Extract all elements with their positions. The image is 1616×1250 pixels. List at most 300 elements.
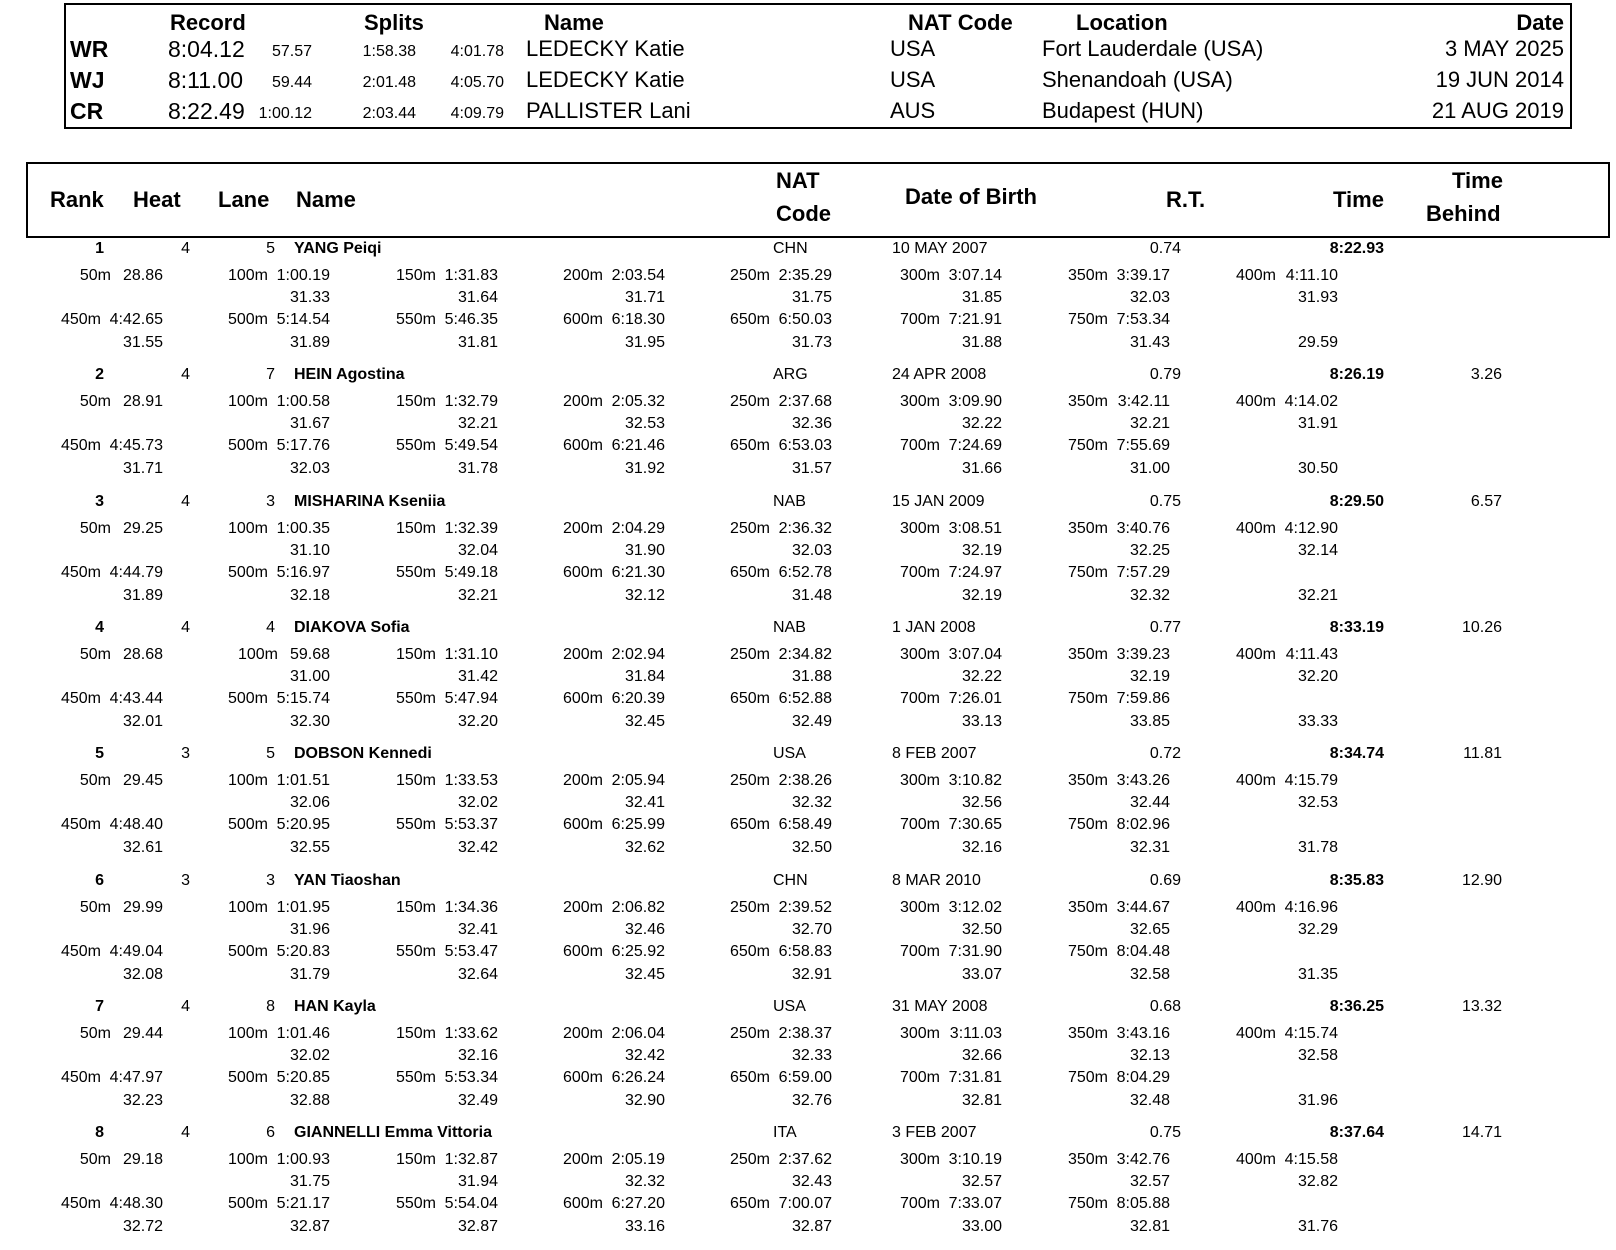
- split-cumulative-time: 3:43.26: [1116, 772, 1170, 790]
- split-lap-time: 33.16: [624, 1218, 665, 1236]
- split-line: [0, 966, 1616, 989]
- split-cumulative-time: 6:25.99: [611, 816, 665, 834]
- split-lap-time: 32.61: [122, 839, 163, 857]
- split-lap-time: 31.67: [289, 415, 330, 433]
- athlete-dob: 8 MAR 2010: [892, 871, 981, 889]
- split-lap-time: 32.57: [961, 1173, 1002, 1191]
- split-cumulative-time: 7:59.86: [1116, 689, 1170, 707]
- split-cumulative-time: 2:06.82: [611, 898, 665, 916]
- athlete-reaction-time: 0.75: [1149, 1124, 1181, 1142]
- split-cumulative-time: 5:21.17: [276, 1195, 330, 1213]
- split-distance: 200m: [562, 267, 603, 284]
- athlete-dob: 8 FEB 2007: [892, 745, 977, 763]
- split-distance: 150m: [395, 645, 436, 663]
- split-cumulative-time: 2:05.32: [611, 393, 665, 411]
- split-line: [0, 334, 1616, 357]
- split-lap-time: 32.56: [961, 794, 1002, 812]
- header-rank: Rank: [50, 187, 104, 212]
- split-distance: 100m: [227, 1151, 268, 1169]
- header-time: Time: [1333, 187, 1384, 212]
- split-cumulative-time: 7:57.29: [1116, 563, 1170, 581]
- split-lap-time: 31.10: [289, 541, 330, 559]
- split-lap-time: 30.50: [1297, 460, 1338, 478]
- split-distance: 300m: [899, 645, 940, 663]
- split-cumulative-time: 1:33.53: [444, 772, 498, 790]
- split-cumulative-time: 6:27.20: [611, 1195, 665, 1213]
- split-distance: 400m: [1235, 393, 1276, 411]
- split-distance: 650m: [729, 1068, 770, 1086]
- split-cumulative-time: 2:04.29: [611, 519, 665, 537]
- split-lap-time: 32.90: [624, 1091, 665, 1109]
- split-distance: 700m: [899, 563, 940, 581]
- split-line: [0, 1173, 1616, 1196]
- athlete-reaction-time: 0.77: [1149, 618, 1181, 636]
- split-lap-time: 32.18: [289, 586, 330, 604]
- athlete-rank: 2: [95, 366, 104, 384]
- athlete-main-row: [0, 1124, 1616, 1147]
- athlete-time-behind: 11.81: [1463, 745, 1502, 763]
- athlete-name: GIANNELLI Emma Vittoria: [294, 1124, 492, 1142]
- split-lap-time: 32.25: [1129, 541, 1170, 559]
- split-cumulative-time: 5:53.37: [444, 816, 498, 834]
- split-cumulative-time: 5:17.76: [276, 437, 330, 455]
- split-cumulative-time: 3:42.11: [1117, 393, 1170, 411]
- header-nat-2: Code: [776, 201, 831, 226]
- header-heat: Heat: [133, 187, 181, 212]
- split-lap-time: 33.13: [961, 712, 1002, 730]
- split-cumulative-time: 29.99: [122, 898, 163, 916]
- split-distance: 700m: [899, 816, 940, 834]
- record-split-400: 2:01.48: [362, 74, 416, 91]
- athlete-lane: 5: [266, 240, 275, 257]
- athlete-main-row: [0, 619, 1616, 642]
- split-lap-time: 32.22: [961, 415, 1002, 433]
- split-lap-time: 32.29: [1297, 920, 1338, 938]
- split-distance: 450m: [60, 437, 101, 455]
- athlete-main-row: [0, 240, 1616, 263]
- split-cumulative-time: 4:49.04: [109, 942, 163, 960]
- split-cumulative-time: 8:04.48: [1116, 942, 1170, 960]
- split-lap-time: 32.58: [1297, 1046, 1338, 1064]
- split-line: [0, 437, 1616, 460]
- split-lap-time: 31.88: [791, 667, 832, 685]
- split-line: [0, 1025, 1616, 1048]
- split-line: [0, 794, 1616, 817]
- split-lap-time: 32.21: [1297, 586, 1338, 604]
- athlete-reaction-time: 0.68: [1149, 997, 1181, 1015]
- split-lap-time: 32.88: [289, 1091, 330, 1109]
- split-distance: 600m: [562, 1195, 603, 1213]
- split-lap-time: 32.19: [961, 541, 1002, 559]
- athlete-name: MISHARINA Kseniia: [294, 492, 446, 510]
- split-distance: 450m: [60, 311, 101, 328]
- split-distance: 300m: [899, 393, 940, 411]
- split-lap-time: 32.19: [961, 586, 1002, 604]
- split-cumulative-time: 6:18.30: [611, 311, 665, 328]
- split-lap-time: 31.96: [289, 920, 330, 938]
- record-nat: USA: [890, 36, 936, 61]
- split-cumulative-time: 1:00.58: [276, 393, 330, 411]
- split-distance: 50m: [79, 772, 111, 790]
- athlete-rank: 3: [95, 492, 104, 510]
- split-lap-time: 32.81: [1129, 1218, 1170, 1236]
- split-cumulative-time: 6:52.78: [778, 563, 832, 581]
- split-distance: 700m: [899, 437, 940, 455]
- split-lap-time: 32.32: [624, 1173, 665, 1191]
- split-distance: 150m: [395, 267, 436, 284]
- split-cumulative-time: 4:14.02: [1284, 393, 1338, 411]
- split-cumulative-time: 3:40.76: [1116, 519, 1170, 537]
- athlete-time: 8:26.19: [1329, 366, 1384, 384]
- split-distance: 350m: [1067, 1024, 1108, 1042]
- split-lap-time: 31.95: [624, 334, 665, 351]
- athlete-result: [0, 745, 1616, 871]
- split-distance: 200m: [562, 393, 603, 411]
- split-cumulative-time: 1:00.93: [276, 1151, 330, 1169]
- split-distance: 100m: [227, 393, 268, 411]
- athlete-time: 8:37.64: [1329, 1124, 1384, 1142]
- split-cumulative-time: 4:45.73: [109, 437, 163, 455]
- split-cumulative-time: 4:48.40: [109, 816, 163, 834]
- split-cumulative-time: 2:03.54: [611, 267, 665, 284]
- split-lap-time: 32.66: [961, 1046, 1002, 1064]
- athlete-dob: 15 JAN 2009: [892, 492, 985, 510]
- split-lap-time: 31.42: [457, 667, 498, 685]
- split-lap-time: 31.35: [1297, 965, 1338, 983]
- split-distance: 750m: [1067, 816, 1108, 834]
- split-cumulative-time: 7:33.07: [948, 1195, 1002, 1213]
- split-lap-time: 32.33: [791, 1046, 832, 1064]
- split-distance: 750m: [1067, 1068, 1108, 1086]
- split-cumulative-time: 5:16.97: [276, 563, 330, 581]
- split-line: [0, 1218, 1616, 1241]
- split-lap-time: 32.21: [457, 586, 498, 604]
- split-line: [0, 267, 1616, 290]
- split-cumulative-time: 3:12.02: [948, 898, 1002, 916]
- split-lap-time: 31.48: [791, 586, 832, 604]
- split-line: [0, 646, 1616, 669]
- records-header-name: Name: [544, 10, 604, 35]
- split-lap-time: 33.33: [1297, 712, 1338, 730]
- split-distance: 250m: [729, 519, 770, 537]
- split-distance: 200m: [562, 898, 603, 916]
- split-line: [0, 1047, 1616, 1070]
- record-split-200: 59.44: [271, 74, 312, 91]
- split-line: [0, 772, 1616, 795]
- split-lap-time: 31.89: [122, 586, 163, 604]
- split-cumulative-time: 6:50.03: [778, 311, 832, 328]
- athlete-time: 8:36.25: [1329, 997, 1384, 1015]
- athlete-nat: ARG: [773, 366, 808, 384]
- split-distance: 650m: [729, 563, 770, 581]
- split-cumulative-time: 8:05.88: [1116, 1195, 1170, 1213]
- split-lap-time: 32.36: [791, 415, 832, 433]
- split-distance: 100m: [227, 267, 268, 284]
- split-lap-time: 32.30: [289, 712, 330, 730]
- split-line: [0, 690, 1616, 713]
- split-cumulative-time: 4:47.97: [109, 1068, 163, 1086]
- split-lap-time: 31.43: [1129, 334, 1170, 351]
- split-cumulative-time: 4:11.43: [1285, 645, 1338, 663]
- records-header-nat: NAT Code: [908, 10, 1013, 35]
- record-time: 8:04.12: [168, 36, 245, 62]
- split-distance: 350m: [1067, 519, 1108, 537]
- split-distance: 700m: [899, 1195, 940, 1213]
- athlete-result: [0, 240, 1616, 366]
- split-cumulative-time: 7:21.91: [948, 311, 1002, 328]
- record-split-200: 57.57: [271, 43, 312, 60]
- split-distance: 250m: [729, 1024, 770, 1042]
- split-lap-time: 31.78: [1297, 839, 1338, 857]
- split-cumulative-time: 6:21.46: [611, 437, 665, 455]
- split-lap-time: 31.57: [791, 460, 832, 478]
- split-distance: 550m: [395, 689, 436, 707]
- split-line: [0, 668, 1616, 691]
- split-cumulative-time: 7:30.65: [948, 816, 1002, 834]
- split-line: [0, 1151, 1616, 1174]
- split-cumulative-time: 3:10.82: [948, 772, 1002, 790]
- split-cumulative-time: 5:49.18: [444, 563, 498, 581]
- split-cumulative-time: 7:53.34: [1116, 311, 1170, 328]
- split-cumulative-time: 6:21.30: [611, 563, 665, 581]
- split-distance: 450m: [60, 1195, 101, 1213]
- athlete-heat: 4: [181, 492, 190, 510]
- split-cumulative-time: 4:15.58: [1284, 1151, 1338, 1169]
- split-cumulative-time: 1:34.36: [444, 898, 498, 916]
- split-lap-time: 31.84: [624, 667, 665, 685]
- split-distance: 350m: [1067, 1151, 1108, 1169]
- split-lap-time: 32.45: [624, 712, 665, 730]
- split-lap-time: 32.53: [624, 415, 665, 433]
- split-lap-time: 32.57: [1129, 1173, 1170, 1191]
- split-lap-time: 31.00: [289, 667, 330, 685]
- record-date: 19 JUN 2014: [1435, 67, 1564, 92]
- split-cumulative-time: 1:33.62: [444, 1024, 498, 1042]
- record-code: CR: [70, 98, 104, 124]
- split-cumulative-time: 6:53.03: [778, 437, 832, 455]
- split-cumulative-time: 7:24.97: [948, 563, 1002, 581]
- split-distance: 650m: [729, 1195, 770, 1213]
- split-distance: 400m: [1235, 1024, 1276, 1042]
- split-cumulative-time: 1:31.10: [444, 645, 498, 663]
- athlete-name: DIAKOVA Sofia: [294, 618, 410, 636]
- split-cumulative-time: 2:37.62: [778, 1151, 832, 1169]
- records-header-record: Record: [170, 10, 246, 35]
- split-distance: 50m: [79, 267, 111, 284]
- split-distance: 100m: [227, 898, 268, 916]
- split-lap-time: 31.33: [289, 289, 330, 306]
- athlete-nat: USA: [773, 745, 806, 763]
- split-lap-time: 32.21: [1129, 415, 1170, 433]
- split-distance: 400m: [1235, 772, 1276, 790]
- split-distance: 100m: [227, 519, 268, 537]
- athlete-dob: 24 APR 2008: [892, 366, 987, 384]
- record-code: WJ: [70, 67, 105, 93]
- split-cumulative-time: 29.44: [122, 1024, 163, 1042]
- athlete-lane: 8: [266, 997, 275, 1015]
- split-distance: 450m: [60, 1068, 101, 1086]
- athlete-main-row: [0, 745, 1616, 768]
- athlete-dob: 3 FEB 2007: [892, 1124, 977, 1142]
- split-lap-time: 32.45: [624, 965, 665, 983]
- split-distance: 750m: [1067, 311, 1108, 328]
- split-distance: 200m: [562, 1151, 603, 1169]
- records-header-location: Location: [1076, 10, 1168, 35]
- split-line: [0, 899, 1616, 922]
- split-cumulative-time: 3:43.16: [1116, 1024, 1170, 1042]
- record-location: Fort Lauderdale (USA): [1042, 36, 1264, 61]
- split-lap-time: 31.75: [791, 289, 832, 306]
- split-distance: 500m: [227, 1195, 268, 1213]
- split-cumulative-time: 3:09.90: [948, 393, 1002, 411]
- header-time-behind-1: Time: [1452, 168, 1503, 193]
- split-lap-time: 33.85: [1129, 712, 1170, 730]
- record-split-400: 1:58.38: [362, 43, 416, 60]
- split-distance: 600m: [562, 437, 603, 455]
- athlete-lane: 3: [266, 871, 275, 889]
- split-distance: 500m: [227, 816, 268, 834]
- split-distance: 100m: [237, 645, 278, 663]
- split-cumulative-time: 28.86: [122, 267, 163, 284]
- split-lap-time: 32.02: [457, 794, 498, 812]
- split-distance: 500m: [227, 563, 268, 581]
- split-cumulative-time: 5:49.54: [444, 437, 498, 455]
- split-cumulative-time: 5:20.85: [276, 1068, 330, 1086]
- split-distance: 650m: [729, 942, 770, 960]
- split-line: [0, 415, 1616, 438]
- split-lap-time: 32.41: [624, 794, 665, 812]
- split-distance: 200m: [562, 645, 603, 663]
- athlete-main-row: [0, 998, 1616, 1021]
- split-lap-time: 32.43: [791, 1173, 832, 1191]
- athlete-lane: 7: [266, 366, 275, 384]
- split-distance: 50m: [79, 1024, 111, 1042]
- records-header-splits: Splits: [364, 10, 424, 35]
- split-cumulative-time: 6:25.92: [611, 942, 665, 960]
- split-cumulative-time: 6:58.83: [778, 942, 832, 960]
- split-distance: 50m: [79, 898, 111, 916]
- split-cumulative-time: 5:15.74: [276, 689, 330, 707]
- split-lap-time: 32.87: [289, 1218, 330, 1236]
- split-distance: 150m: [395, 1151, 436, 1169]
- split-cumulative-time: 3:10.19: [948, 1151, 1002, 1169]
- split-cumulative-time: 7:24.69: [948, 437, 1002, 455]
- athlete-dob: 31 MAY 2008: [892, 997, 988, 1015]
- split-distance: 100m: [227, 1024, 268, 1042]
- athlete-time-behind: 6.57: [1470, 492, 1502, 510]
- athlete-rank: 6: [95, 871, 104, 889]
- split-lap-time: 32.12: [624, 586, 665, 604]
- split-distance: 650m: [729, 311, 770, 328]
- athlete-time: 8:33.19: [1329, 618, 1384, 636]
- split-distance: 350m: [1067, 393, 1108, 411]
- split-cumulative-time: 29.18: [122, 1151, 163, 1169]
- athlete-dob: 1 JAN 2008: [892, 618, 976, 636]
- split-cumulative-time: 1:01.95: [276, 898, 330, 916]
- split-cumulative-time: 4:42.65: [109, 311, 163, 328]
- split-lap-time: 32.87: [791, 1218, 832, 1236]
- split-distance: 600m: [562, 563, 603, 581]
- split-cumulative-time: 5:53.34: [444, 1068, 498, 1086]
- split-lap-time: 32.46: [624, 920, 665, 938]
- split-lap-time: 32.50: [791, 839, 832, 857]
- split-lap-time: 32.41: [457, 920, 498, 938]
- split-lap-time: 31.89: [289, 334, 330, 351]
- split-distance: 300m: [899, 1024, 940, 1042]
- split-cumulative-time: 4:44.79: [109, 563, 163, 581]
- split-cumulative-time: 2:35.29: [778, 267, 832, 284]
- split-lap-time: 32.42: [624, 1046, 665, 1064]
- split-cumulative-time: 3:44.67: [1116, 898, 1170, 916]
- split-line: [0, 311, 1616, 334]
- split-cumulative-time: 3:42.76: [1116, 1151, 1170, 1169]
- split-distance: 550m: [395, 437, 436, 455]
- split-cumulative-time: 4:15.74: [1284, 1024, 1338, 1042]
- split-cumulative-time: 5:46.35: [444, 311, 498, 328]
- athlete-heat: 4: [181, 618, 190, 636]
- split-cumulative-time: 28.91: [122, 393, 163, 411]
- split-distance: 300m: [899, 772, 940, 790]
- athlete-reaction-time: 0.75: [1149, 492, 1181, 510]
- split-cumulative-time: 4:11.10: [1285, 267, 1338, 284]
- split-distance: 500m: [227, 437, 268, 455]
- split-line: [0, 393, 1616, 416]
- athlete-heat: 4: [181, 997, 190, 1015]
- split-cumulative-time: 7:55.69: [1116, 437, 1170, 455]
- split-cumulative-time: 28.68: [122, 645, 163, 663]
- split-distance: 150m: [395, 393, 436, 411]
- split-lap-time: 32.02: [289, 1046, 330, 1064]
- athlete-reaction-time: 0.74: [1149, 240, 1181, 257]
- athlete-name: YAN Tiaoshan: [294, 871, 401, 889]
- split-distance: 200m: [562, 772, 603, 790]
- split-cumulative-time: 1:32.39: [444, 519, 498, 537]
- split-lap-time: 32.87: [457, 1218, 498, 1236]
- athlete-result: [0, 998, 1616, 1124]
- split-cumulative-time: 2:38.26: [778, 772, 832, 790]
- split-distance: 250m: [729, 772, 770, 790]
- split-cumulative-time: 2:06.04: [611, 1024, 665, 1042]
- split-lap-time: 32.31: [1129, 839, 1170, 857]
- split-cumulative-time: 1:01.51: [276, 772, 330, 790]
- split-lap-time: 32.49: [791, 712, 832, 730]
- athlete-result: [0, 1124, 1616, 1250]
- athlete-name: YANG Peiqi: [294, 240, 382, 257]
- athlete-time-behind: 12.90: [1461, 871, 1502, 889]
- split-distance: 300m: [899, 898, 940, 916]
- split-distance: 250m: [729, 645, 770, 663]
- split-lap-time: 31.64: [457, 289, 498, 306]
- athlete-heat: 4: [181, 240, 190, 257]
- split-cumulative-time: 8:02.96: [1116, 816, 1170, 834]
- split-distance: 350m: [1067, 898, 1108, 916]
- record-name: LEDECKY Katie: [526, 67, 685, 92]
- record-time: 8:11.00: [168, 67, 244, 93]
- split-distance: 550m: [395, 1068, 436, 1086]
- split-distance: 650m: [729, 437, 770, 455]
- split-distance: 300m: [899, 519, 940, 537]
- split-lap-time: 32.32: [791, 794, 832, 812]
- split-distance: 700m: [899, 311, 940, 328]
- split-distance: 350m: [1067, 645, 1108, 663]
- split-cumulative-time: 1:31.83: [444, 267, 498, 284]
- split-distance: 400m: [1235, 519, 1276, 537]
- split-distance: 750m: [1067, 437, 1108, 455]
- split-lap-time: 32.81: [961, 1091, 1002, 1109]
- athlete-name: HAN Kayla: [294, 997, 376, 1015]
- athlete-main-row: [0, 493, 1616, 516]
- split-distance: 350m: [1067, 772, 1108, 790]
